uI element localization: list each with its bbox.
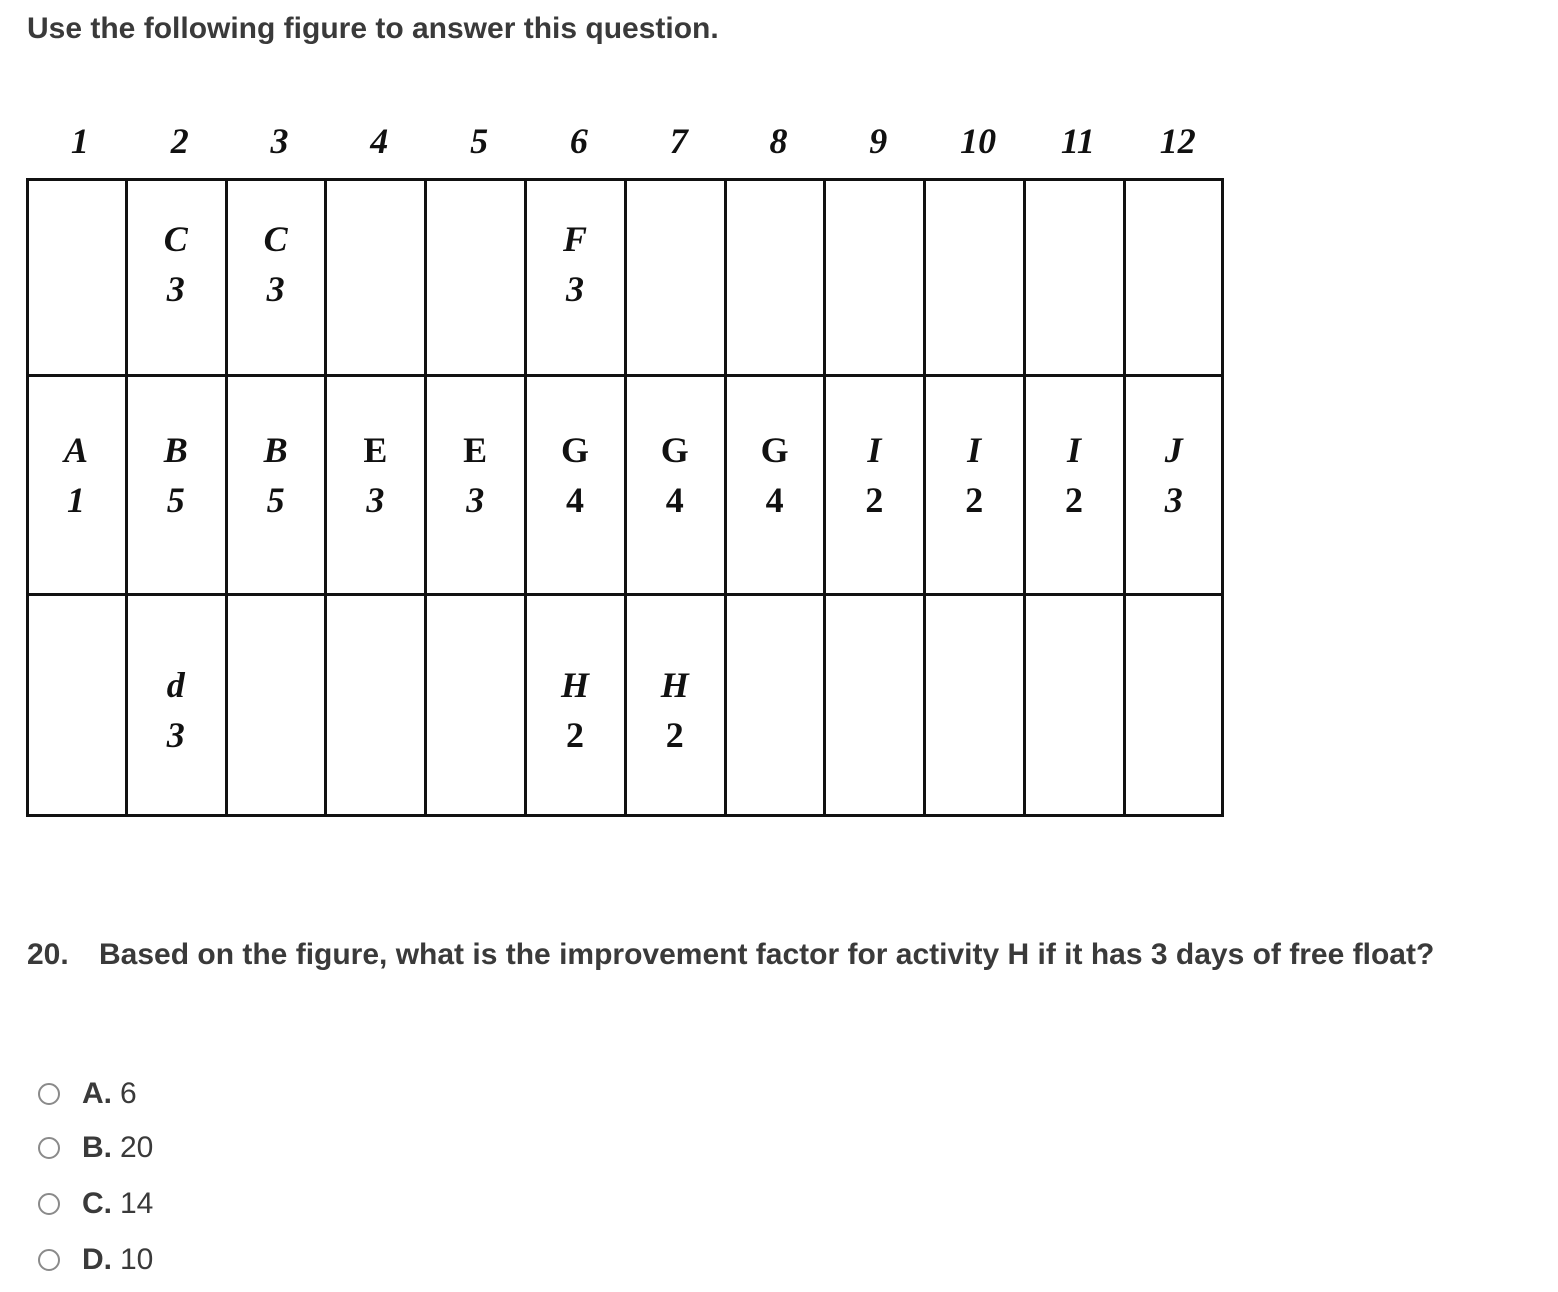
day-label: 1: [70, 121, 89, 161]
activity-letter: I: [867, 430, 882, 470]
activity-cell: [525, 425, 625, 525]
activity-cell: [126, 425, 226, 525]
activity-resource: 2: [965, 480, 984, 520]
option-value: 20: [120, 1131, 154, 1164]
activity-letter: H: [560, 665, 589, 705]
grid-divider: [26, 593, 1224, 596]
activity-cell: [1124, 425, 1224, 525]
activity-letter: G: [660, 430, 689, 470]
day-label: 10: [960, 121, 997, 161]
activity-cell: [26, 425, 126, 525]
day-label: 8: [769, 121, 788, 161]
activity-letter: C: [263, 219, 288, 259]
activity-letter: B: [263, 430, 288, 470]
day-label: 2: [170, 121, 189, 161]
day-label: 7: [669, 121, 688, 161]
radio-button-icon[interactable]: [38, 1193, 60, 1215]
activity-cell: [525, 660, 625, 760]
radio-button-icon[interactable]: [38, 1137, 60, 1159]
activity-resource: 3: [1164, 480, 1183, 520]
instruction-text: Use the following figure to answer this question.: [27, 12, 719, 45]
day-label: 3: [270, 121, 289, 161]
activity-resource: 2: [665, 715, 684, 755]
activity-letter: J: [1164, 430, 1183, 470]
activity-resource: 2: [1065, 480, 1083, 520]
activity-resource: 3: [466, 480, 485, 520]
activity-letter: A: [63, 430, 88, 470]
activity-resource: 4: [665, 480, 684, 520]
activity-cell: [325, 425, 425, 525]
option-value: 10: [120, 1243, 154, 1276]
grid-divider: [26, 374, 1224, 377]
activity-resource: 3: [166, 715, 185, 755]
activity-letter: G: [760, 430, 789, 470]
option-letter: A.: [82, 1077, 112, 1110]
activity-letter: d: [166, 665, 185, 705]
activity-resource: 2: [865, 480, 884, 520]
activity-resource: 3: [166, 269, 185, 309]
activity-letter: I: [1066, 430, 1081, 470]
option-letter: B.: [82, 1131, 112, 1164]
activity-cell: [226, 214, 326, 314]
activity-cell: [625, 425, 725, 525]
activity-resource: 4: [765, 480, 784, 520]
option-c[interactable]: [38, 1184, 153, 1224]
activity-letter: H: [660, 665, 689, 705]
activity-cell: [725, 425, 825, 525]
option-letter: C.: [82, 1187, 112, 1220]
activity-cell: [525, 214, 625, 314]
day-label: 11: [1060, 121, 1095, 161]
option-value: 14: [120, 1187, 154, 1220]
question-text: Based on the figure, what is the improvement factor for activity H if it has 3 days of free float?: [99, 938, 1435, 971]
question: [27, 938, 1434, 972]
activity-letter: B: [163, 430, 188, 470]
radio-button-icon[interactable]: [38, 1083, 60, 1105]
day-label: 12: [1159, 121, 1196, 161]
day-label: 6: [569, 121, 588, 161]
activity-cell: [625, 660, 725, 760]
activity-cell: [824, 425, 924, 525]
day-label: 4: [370, 121, 389, 161]
activity-cell: [126, 660, 226, 760]
activity-cell: [425, 425, 525, 525]
activity-cell: [226, 425, 326, 525]
option-value: 6: [120, 1077, 137, 1110]
option-d[interactable]: [38, 1240, 153, 1280]
option-a[interactable]: [38, 1074, 137, 1114]
activity-letter: E: [463, 430, 488, 470]
activity-resource: 5: [266, 480, 285, 520]
activity-resource: 3: [266, 269, 285, 309]
activity-cell: [924, 425, 1024, 525]
day-label: 9: [869, 121, 888, 161]
day-label: 5: [470, 121, 489, 161]
activity-cell: [1024, 425, 1124, 525]
radio-button-icon[interactable]: [38, 1249, 60, 1271]
activity-letter: F: [562, 219, 587, 259]
option-b[interactable]: [38, 1128, 153, 1168]
activity-letter: C: [163, 219, 188, 259]
activity-letter: I: [967, 430, 982, 470]
activity-resource: 3: [566, 269, 584, 309]
activity-resource: 5: [166, 480, 185, 520]
activity-cell: [126, 214, 226, 314]
activity-letter: E: [363, 430, 388, 470]
question-number: 20.: [27, 938, 69, 971]
activity-resource: 1: [67, 480, 85, 520]
activity-letter: G: [560, 430, 589, 470]
activity-resource: 4: [566, 480, 584, 520]
activity-resource: 3: [366, 480, 385, 520]
option-letter: D.: [82, 1243, 112, 1276]
activity-resource: 2: [566, 715, 584, 755]
